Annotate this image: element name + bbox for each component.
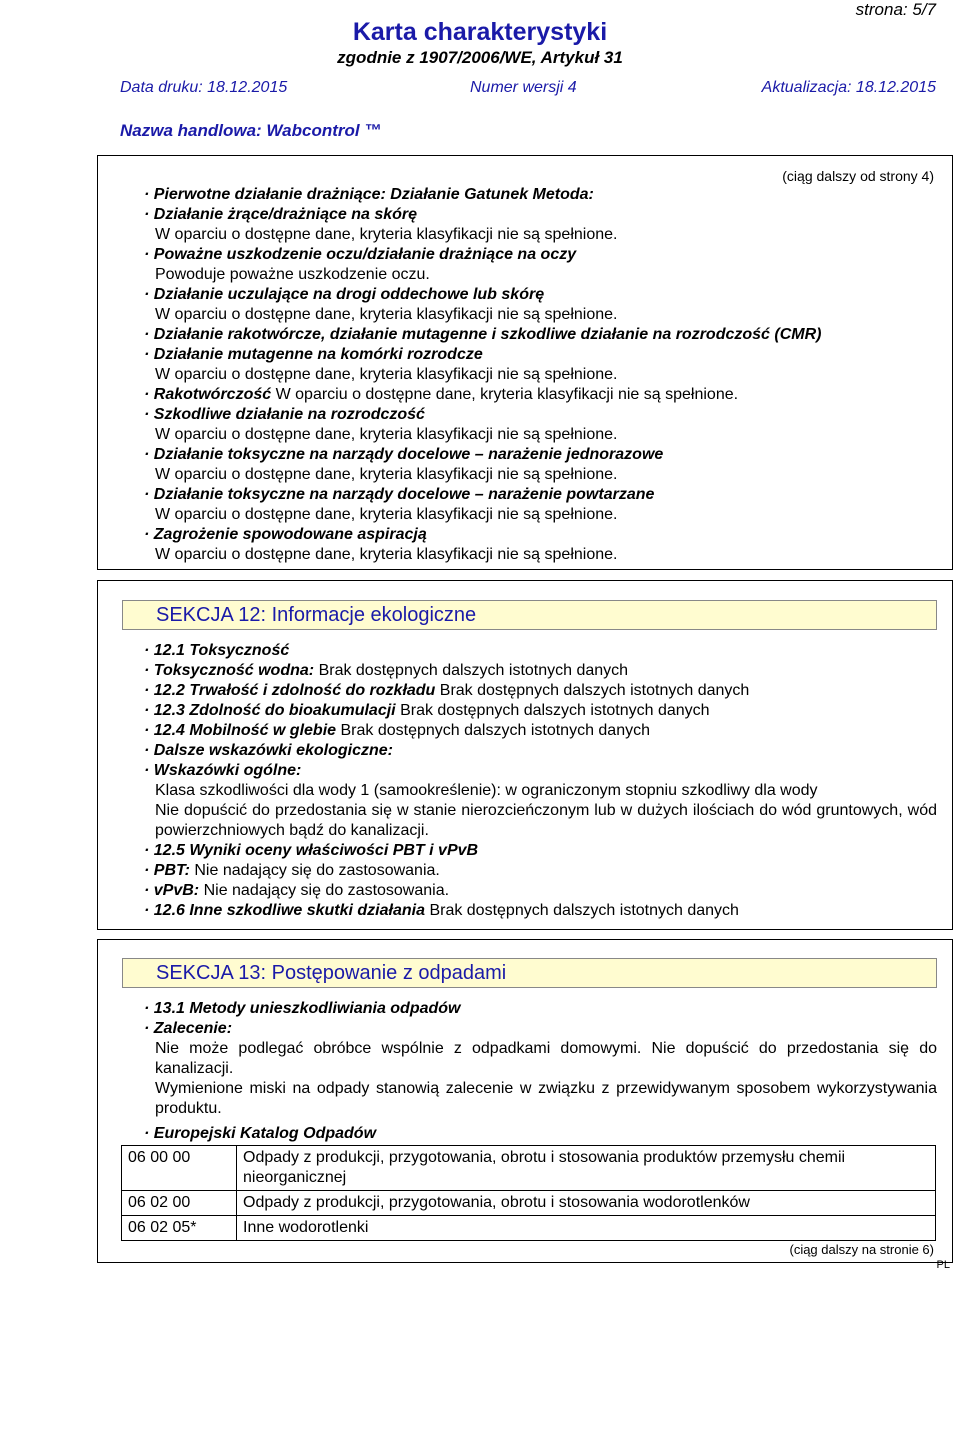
page-number: strona: 5/7 — [855, 0, 936, 19]
carcinogenicity-line — [144, 385, 738, 405]
cmr-heading: · Działanie rakotwórcze, działanie mutagenne i szkodliwe działanie na rozrodczość (CMR) — [144, 326, 822, 343]
primary-irritation-heading: · Pierwotne działanie drażniące: Działanie Gatunek Metoda: — [144, 186, 594, 203]
water-hazard-class: Klasa szkodliwości dla wody 1 (samookreślenie): w ograniczonym stopniu szkodliwy dla wody — [155, 782, 818, 799]
persistence-label: · 12.2 Trwałość i zdolność do rozkładu — [144, 682, 436, 699]
section-12-box — [97, 580, 953, 930]
eye-damage-heading: · Poważne uszkodzenie oczu/działanie drażniące na oczy — [144, 246, 577, 263]
reproductive-text: W oparciu o dostępne dane, kryteria klasyfikacji nie są spełnione. — [155, 426, 618, 443]
waste-code: 06 00 00 — [122, 1146, 237, 1191]
table-row — [122, 1191, 936, 1216]
continued-to-note: (ciąg dalszy na stronie 6) — [789, 1242, 934, 1257]
stot-single-heading: · Działanie toksyczne na narządy docelowe – narażenie jednorazowe — [144, 446, 664, 463]
waste-catalogue-table — [121, 1145, 936, 1241]
vpvb-line — [144, 881, 449, 901]
skin-corrosion-text: W oparciu o dostępne dane, kryteria klasyfikacji nie są spełnione. — [155, 226, 618, 243]
waste-catalogue-heading: · Europejski Katalog Odpadów — [144, 1125, 377, 1142]
waste-description: Odpady z produkcji, przygotowania, obrotu i stosowania produktów przemysłu chemii nieorganicznej — [237, 1146, 936, 1191]
waste-key-note: Wymienione miski na odpady stanowią zalecenie w związku z przewidywanym sposobem wykorzystywania produktu. — [155, 1080, 937, 1117]
waste-description: Inne wodorotlenki — [237, 1216, 936, 1241]
section-13-box — [97, 939, 953, 1271]
sensitisation-text: W oparciu o dostępne dane, kryteria klasyfikacji nie są spełnione. — [155, 306, 618, 323]
update-date: Aktualizacja: 18.12.2015 — [761, 79, 936, 96]
carcinogenicity-label: · Rakotwórczość — [144, 386, 272, 403]
other-effects-line — [144, 901, 739, 921]
other-effects-text: Brak dostępnych dalszych istotnych danych — [429, 902, 739, 919]
waste-code: 06 02 00 — [122, 1191, 237, 1216]
skin-corrosion-heading: · Działanie żrące/drażniące na skórę — [144, 206, 418, 223]
pbt-line — [144, 861, 440, 881]
continued-from-note: (ciąg dalszy od strony 4) — [782, 168, 934, 184]
section-12-heading: SEKCJA 12: Informacje ekologiczne — [122, 600, 937, 630]
table-row — [122, 1146, 936, 1191]
language-code: PL — [936, 1259, 950, 1271]
bioaccumulation-line — [144, 701, 710, 721]
stot-repeated-text: W oparciu o dostępne dane, kryteria klasyfikacji nie są spełnione. — [155, 506, 618, 523]
other-effects-label: · 12.6 Inne szkodliwe skutki działania — [144, 902, 425, 919]
aquatic-toxicity-text: Brak dostępnych dalszych istotnych danych — [318, 662, 629, 679]
print-date: Data druku: 18.12.2015 — [120, 79, 288, 96]
bioaccumulation-label: · 12.3 Zdolność do bioakumulacji — [144, 702, 396, 719]
carcinogenicity-text: W oparciu o dostępne dane, kryteria klasyfikacji nie są spełnione. — [275, 386, 739, 403]
vpvb-text: Nie nadający się do zastosowania. — [203, 882, 450, 899]
section-11-box — [97, 155, 953, 570]
eco-notes-heading: · Dalsze wskazówki ekologiczne: — [144, 742, 393, 759]
pbt-text: Nie nadający się do zastosowania. — [194, 862, 440, 879]
persistence-line — [144, 681, 749, 701]
aspiration-heading: · Zagrożenie spowodowane aspiracją — [144, 526, 427, 543]
soil-mobility-label: · 12.4 Mobilność w glebie — [144, 722, 337, 739]
mutagenicity-text: W oparciu o dostępne dane, kryteria klasyfikacji nie są spełnione. — [155, 366, 618, 383]
soil-mobility-text: Brak dostępnych dalszych istotnych danych — [340, 722, 650, 739]
persistence-text: Brak dostępnych dalszych istotnych danych — [439, 682, 750, 699]
household-waste-note: Nie może podlegać obróbce wspólnie z odpadkami domowymi. Nie dopuścić do przedostania się do kanalizacji. — [155, 1040, 937, 1077]
aspiration-text: W oparciu o dostępne dane, kryteria klasyfikacji nie są spełnione. — [155, 546, 618, 563]
stot-single-text: W oparciu o dostępne dane, kryteria klasyfikacji nie są spełnione. — [155, 466, 618, 483]
mutagenicity-heading: · Działanie mutagenne na komórki rozrodcze — [144, 346, 483, 363]
trade-name: Nazwa handlowa: Wabcontrol ™ — [120, 121, 382, 140]
disposal-methods-heading: · 13.1 Metody unieszkodliwiania odpadów — [144, 1000, 461, 1017]
bioaccumulation-text: Brak dostępnych dalszych istotnych danych — [400, 702, 710, 719]
eye-damage-text: Powoduje poważne uszkodzenie oczu. — [155, 266, 430, 283]
soil-mobility-line — [144, 721, 650, 741]
stot-repeated-heading: · Działanie toksyczne na narządy docelowe – narażenie powtarzane — [144, 486, 655, 503]
sensitisation-heading: · Działanie uczulające na drogi oddechowe lub skórę — [144, 286, 545, 303]
pbt-label: · PBT: — [144, 862, 190, 879]
vpvb-label: · vPvB: — [144, 882, 200, 899]
pbt-assessment-heading: · 12.5 Wyniki oceny właściwości PBT i vPvB — [144, 842, 479, 859]
toxicity-heading: · 12.1 Toksyczność — [144, 642, 290, 659]
document-title: Karta charakterystyki — [352, 18, 608, 46]
waste-code: 06 02 05* — [122, 1216, 237, 1241]
aquatic-toxicity-line — [144, 661, 628, 681]
table-row — [122, 1216, 936, 1241]
groundwater-note: Nie dopuścić do przedostania się w stanie nierozcieńczonym lub w dużych ilościach do wód gruntowych, wód powierzchniowych bądź do kanalizacji. — [155, 802, 937, 839]
section-13-heading: SEKCJA 13: Postępowanie z odpadami — [122, 958, 937, 988]
aquatic-toxicity-label: · Toksyczność wodna: — [144, 662, 315, 679]
recommendation-heading: · Zalecenie: — [144, 1020, 233, 1037]
general-notes-heading: · Wskazówki ogólne: — [144, 762, 302, 779]
document-subtitle: zgodnie z 1907/2006/WE, Artykuł 31 — [337, 48, 623, 67]
version-number: Numer wersji 4 — [470, 79, 577, 96]
waste-description: Odpady z produkcji, przygotowania, obrotu i stosowania wodorotlenków — [237, 1191, 936, 1216]
reproductive-heading: · Szkodliwe działanie na rozrodczość — [144, 406, 425, 423]
